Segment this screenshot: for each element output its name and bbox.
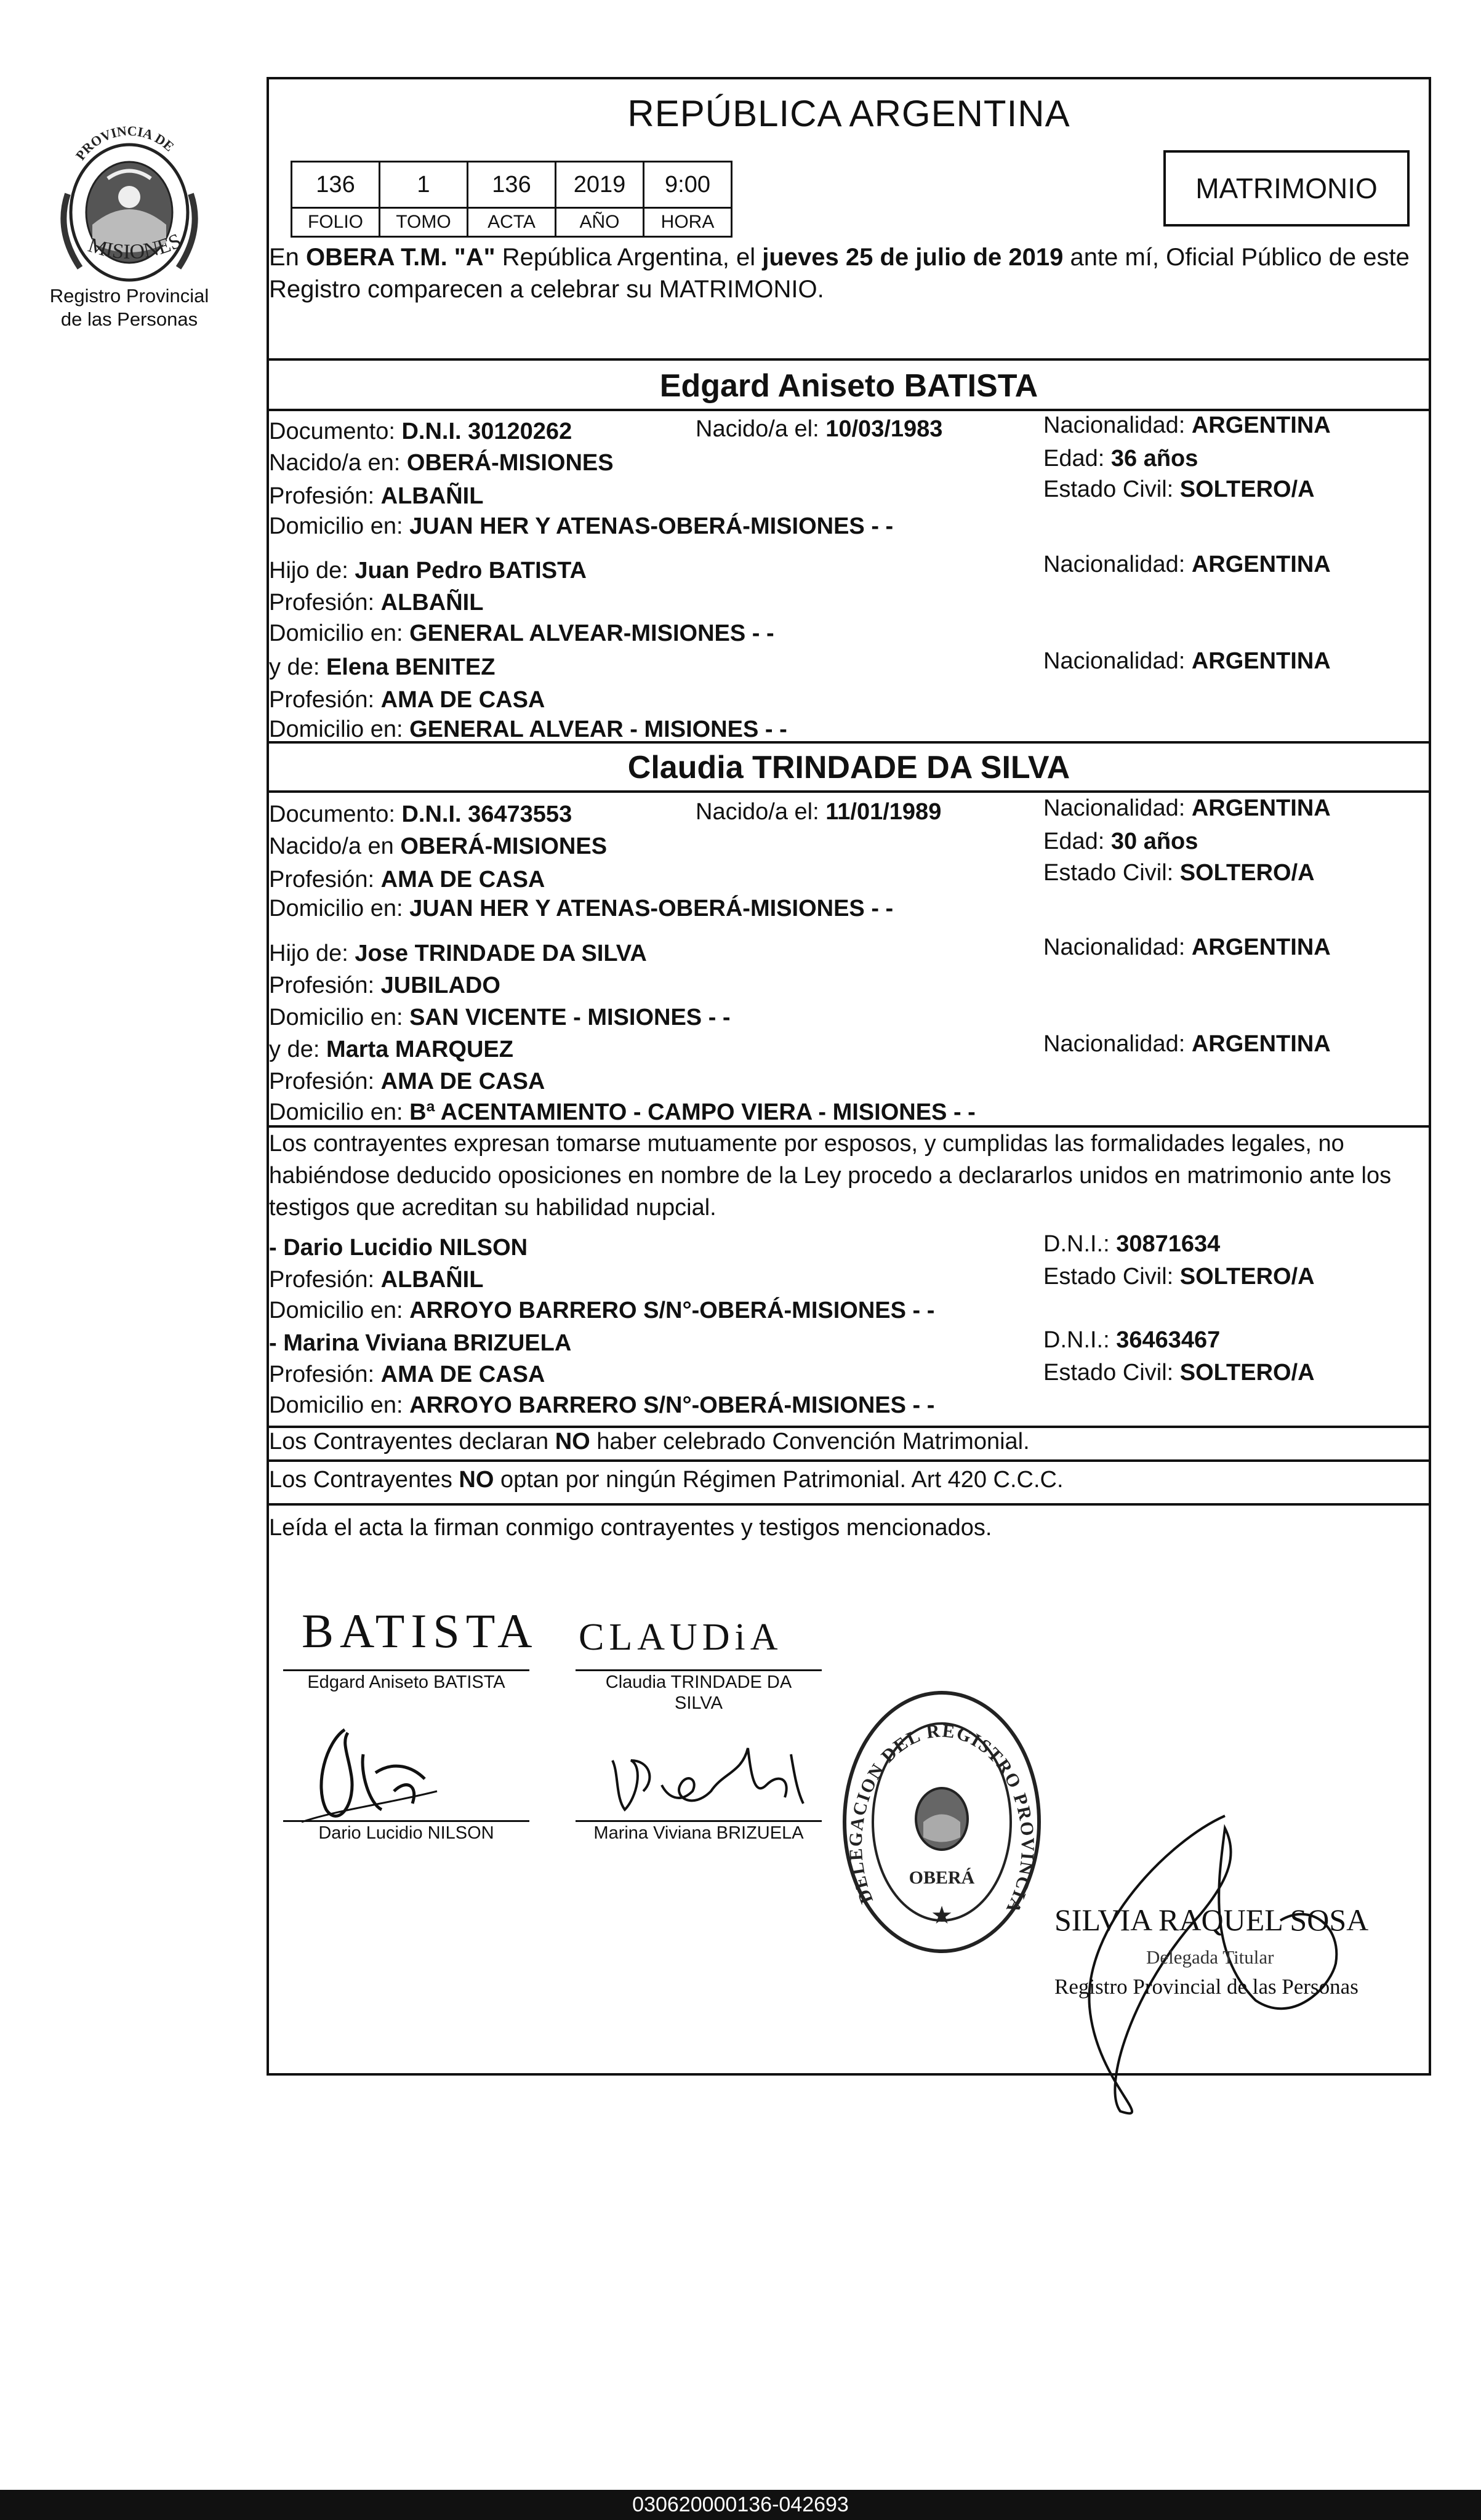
signature-line bbox=[576, 1669, 822, 1671]
witness2-profession bbox=[269, 1362, 545, 1388]
spouse2-father-address bbox=[269, 1005, 731, 1031]
divider bbox=[267, 1503, 1431, 1506]
field-value: Jose TRINDADE DA SILVA bbox=[355, 941, 647, 966]
declaration-text: Los Contrayentes declaran bbox=[269, 1429, 555, 1455]
field-value: 36463467 bbox=[1116, 1327, 1221, 1353]
declaration-convention bbox=[269, 1429, 1030, 1455]
field-label: Nacido/a en: bbox=[269, 450, 407, 476]
caption-line-1: Registro Provincial bbox=[49, 285, 209, 307]
signature-brizuela bbox=[600, 1736, 822, 1828]
field-value: Bª ACENTAMIENTO - CAMPO VIERA - MISIONES - - bbox=[409, 1099, 976, 1125]
field-value: OBERÁ-MISIONES bbox=[406, 450, 614, 476]
field-label: Estado Civil: bbox=[1043, 476, 1180, 502]
field-value: D.N.I. 30120262 bbox=[401, 419, 572, 444]
field-value: OBERÁ-MISIONES bbox=[400, 833, 608, 859]
field-label: Hijo de: bbox=[269, 558, 355, 584]
spouse2-address bbox=[269, 896, 893, 922]
field-value: ARGENTINA bbox=[1191, 795, 1331, 821]
spouse2-father bbox=[269, 941, 647, 967]
field-label: Domicilio en: bbox=[269, 1005, 410, 1030]
spouse1-father-address bbox=[269, 620, 774, 647]
field-label: Profesión: bbox=[269, 973, 381, 998]
witness2-marital-status bbox=[1043, 1360, 1315, 1386]
field-label: Profesión: bbox=[269, 867, 381, 893]
spouse2-documento bbox=[269, 801, 572, 828]
field-value: JUAN HER Y ATENAS-OBERÁ-MISIONES - - bbox=[409, 513, 894, 539]
caption-line-2: de las Personas bbox=[60, 308, 198, 330]
registry-caption bbox=[25, 284, 234, 331]
field-value: Elena BENITEZ bbox=[326, 654, 496, 680]
field-label: Nacido/a en bbox=[269, 833, 401, 859]
spouse2-name: Claudia TRINDADE DA SILVA bbox=[627, 750, 1070, 785]
field-label: Domicilio en: bbox=[269, 620, 410, 646]
spouse1-father-nationality bbox=[1043, 552, 1331, 578]
tomo-label: TOMO bbox=[380, 208, 468, 237]
seal-text-top: PROVINCIA DE bbox=[72, 122, 177, 163]
field-label: Nacido/a el: bbox=[696, 799, 826, 825]
signature-name-claudia bbox=[576, 1672, 822, 1714]
seal-text-bottom: MISIONES bbox=[85, 229, 185, 264]
closing-paragraph: Los contrayentes expresan tomarse mutuamente por esposos, y cumplidas las formalidades legales, no habiéndose deducido oposiciones en nombre de la Ley procedo a declararlos unidos en matrimonio ante los testigos que acreditan su habilidad nupcial. bbox=[269, 1131, 1392, 1221]
field-value: GENERAL ALVEAR-MISIONES - - bbox=[409, 620, 774, 646]
spouse2-profession bbox=[269, 867, 545, 893]
spouse2-father-profession bbox=[269, 973, 500, 999]
declaration-no: NO bbox=[459, 1467, 494, 1493]
field-label: D.N.I.: bbox=[1043, 1231, 1117, 1257]
field-label: Domicilio en: bbox=[269, 1298, 410, 1323]
field-value: JUAN HER Y ATENAS-OBERÁ-MISIONES - - bbox=[409, 896, 894, 921]
seal-star-icon: ★ bbox=[931, 1902, 953, 1929]
spouse1-profession bbox=[269, 483, 483, 510]
acta-label: ACTA bbox=[468, 208, 556, 237]
witness1-marital-status bbox=[1043, 1264, 1315, 1290]
field-label: y de: bbox=[269, 1037, 326, 1062]
signature-claudia: CLAUDiA bbox=[579, 1616, 783, 1658]
document-type-box: MATRIMONIO bbox=[1163, 150, 1410, 227]
field-label: Nacionalidad: bbox=[1043, 795, 1192, 821]
spouse2-mother-address bbox=[269, 1099, 976, 1126]
field-value: GENERAL ALVEAR - MISIONES - - bbox=[409, 716, 787, 742]
signature-line bbox=[576, 1820, 822, 1822]
spouse1-mother bbox=[269, 654, 495, 681]
folio-value: 136 bbox=[292, 162, 380, 208]
field-value: SAN VICENTE - MISIONES - - bbox=[409, 1005, 731, 1030]
field-value: ARGENTINA bbox=[1191, 934, 1331, 960]
spouse2-nationality bbox=[1043, 795, 1331, 822]
document-code-footer: 030620000136-042693 bbox=[0, 2490, 1481, 2520]
spouse1-mother-address bbox=[269, 716, 787, 743]
field-value: SOLTERO/A bbox=[1179, 1360, 1315, 1386]
hora-label: HORA bbox=[644, 208, 732, 237]
field-value: ARROYO BARRERO S/N°-OBERÁ-MISIONES - - bbox=[409, 1298, 935, 1323]
anio-label: AÑO bbox=[556, 208, 644, 237]
field-label: Profesión: bbox=[269, 687, 381, 713]
field-value: 36 años bbox=[1110, 446, 1198, 471]
official-organization: Registro Provincial de las Personas bbox=[1054, 1975, 1359, 1999]
field-label: Nacionalidad: bbox=[1043, 934, 1192, 960]
field-value: - Dario Lucidio NILSON bbox=[269, 1235, 528, 1261]
seal-city: OBERÁ bbox=[909, 1868, 975, 1888]
spouse2-mother-nationality bbox=[1043, 1031, 1331, 1057]
hora-value: 9:00 bbox=[644, 162, 732, 208]
declaration-regime bbox=[269, 1467, 1064, 1493]
field-value: AMA DE CASA bbox=[380, 1069, 545, 1094]
field-label: Profesión: bbox=[269, 590, 381, 616]
divider bbox=[267, 790, 1431, 793]
field-label: Documento: bbox=[269, 801, 402, 827]
reading-statement: Leída el acta la firman conmigo contrayentes y testigos mencionados. bbox=[269, 1515, 992, 1541]
field-value: ARGENTINA bbox=[1191, 1031, 1331, 1057]
field-value: - Marina Viviana BRIZUELA bbox=[269, 1330, 572, 1356]
spouse1-mother-nationality bbox=[1043, 648, 1331, 675]
signature-name-brizuela: Marina Viviana BRIZUELA bbox=[593, 1823, 804, 1843]
field-label: Edad: bbox=[1043, 829, 1111, 854]
spouse1-age bbox=[1043, 446, 1198, 472]
spouse2-mother-profession bbox=[269, 1069, 545, 1095]
field-label: Profesión: bbox=[269, 1069, 381, 1094]
field-value: ARGENTINA bbox=[1191, 648, 1331, 674]
field-label: Estado Civil: bbox=[1043, 1264, 1180, 1290]
signature-line bbox=[283, 1820, 529, 1822]
field-label: Domicilio en: bbox=[269, 1099, 410, 1125]
spouse2-birthdate bbox=[696, 799, 941, 825]
witness1-address bbox=[269, 1298, 934, 1324]
divider bbox=[267, 358, 1431, 361]
spouse2-age bbox=[1043, 829, 1198, 855]
field-value: Juan Pedro BATISTA bbox=[355, 558, 587, 584]
page-title: REPÚBLICA ARGENTINA bbox=[627, 93, 1070, 134]
name-line: SILVA bbox=[675, 1693, 723, 1713]
intro-text: República Argentina, el bbox=[495, 244, 763, 271]
field-value: 30871634 bbox=[1116, 1231, 1221, 1257]
spouse1-birthplace bbox=[269, 450, 614, 476]
spouse1-name: Edgard Aniseto BATISTA bbox=[659, 368, 1038, 404]
field-value: ALBAÑIL bbox=[380, 1267, 484, 1293]
field-label: y de: bbox=[269, 654, 326, 680]
divider bbox=[267, 741, 1431, 744]
signature-name-batista: Edgard Aniseto BATISTA bbox=[307, 1672, 505, 1692]
tomo-value: 1 bbox=[380, 162, 468, 208]
field-value: ARGENTINA bbox=[1191, 552, 1331, 577]
field-label: Nacionalidad: bbox=[1043, 412, 1192, 438]
declaration-no: NO bbox=[555, 1429, 590, 1455]
signature-batista: BATISTA bbox=[302, 1604, 539, 1658]
field-value: SOLTERO/A bbox=[1179, 860, 1315, 886]
folio-label: FOLIO bbox=[292, 208, 380, 237]
field-label: Estado Civil: bbox=[1043, 1360, 1180, 1386]
acta-value: 136 bbox=[468, 162, 556, 208]
spouse1-marital-status bbox=[1043, 476, 1315, 503]
field-value: SOLTERO/A bbox=[1179, 1264, 1315, 1290]
field-label: Domicilio en: bbox=[269, 1392, 410, 1418]
declaration-text: haber celebrado Convención Matrimonial. bbox=[590, 1429, 1030, 1455]
registry-table bbox=[291, 161, 732, 238]
declaration-text: Los Contrayentes bbox=[269, 1467, 459, 1493]
field-label: Profesión: bbox=[269, 1267, 381, 1293]
signature-name-nilson: Dario Lucidio NILSON bbox=[318, 1823, 494, 1843]
field-label: D.N.I.: bbox=[1043, 1327, 1117, 1353]
field-value: Marta MARQUEZ bbox=[326, 1037, 513, 1062]
field-label: Profesión: bbox=[269, 483, 381, 509]
field-label: Edad: bbox=[1043, 446, 1111, 471]
divider bbox=[267, 409, 1431, 411]
anio-value: 2019 bbox=[556, 162, 644, 208]
divider bbox=[267, 1426, 1431, 1428]
signature-nilson bbox=[289, 1717, 449, 1834]
witness2-address bbox=[269, 1392, 934, 1419]
divider bbox=[267, 1459, 1431, 1462]
spouse1-father-profession bbox=[269, 590, 483, 616]
field-label: Nacionalidad: bbox=[1043, 1031, 1192, 1057]
name-line: Claudia TRINDADE DA bbox=[605, 1672, 792, 1692]
field-value: SOLTERO/A bbox=[1179, 476, 1315, 502]
field-label: Nacionalidad: bbox=[1043, 648, 1192, 674]
field-label: Domicilio en: bbox=[269, 896, 410, 921]
field-value: AMA DE CASA bbox=[380, 867, 545, 893]
witness1-name bbox=[269, 1235, 528, 1261]
witness1-profession bbox=[269, 1267, 483, 1293]
witness2-name bbox=[269, 1330, 571, 1357]
spouse2-marital-status bbox=[1043, 860, 1315, 886]
field-value: ALBAÑIL bbox=[380, 590, 484, 616]
field-value: ARGENTINA bbox=[1191, 412, 1331, 438]
spouse1-nationality bbox=[1043, 412, 1331, 439]
witness1-dni bbox=[1043, 1231, 1220, 1258]
official-title: Delegada Titular bbox=[1146, 1946, 1274, 1968]
intro-text: En bbox=[269, 244, 307, 271]
field-value: 30 años bbox=[1110, 829, 1198, 854]
field-label: Domicilio en: bbox=[269, 513, 410, 539]
delegation-seal-stamp bbox=[840, 1687, 1043, 1957]
field-label: Documento: bbox=[269, 419, 402, 444]
intro-date: jueves 25 de julio de 2019 bbox=[762, 244, 1064, 271]
spouse1-birthdate bbox=[696, 416, 942, 443]
field-value: 11/01/1989 bbox=[825, 799, 942, 825]
field-label: Estado Civil: bbox=[1043, 860, 1180, 886]
intro-paragraph bbox=[269, 241, 1426, 305]
spouse1-documento bbox=[269, 419, 572, 445]
field-label: Nacionalidad: bbox=[1043, 552, 1192, 577]
official-name: SILVIA RAQUEL SOSA bbox=[1054, 1903, 1369, 1937]
field-value: AMA DE CASA bbox=[380, 1362, 545, 1387]
spouse2-mother bbox=[269, 1037, 513, 1063]
field-value: 10/03/1983 bbox=[825, 416, 943, 442]
spouse1-mother-profession bbox=[269, 687, 545, 713]
spouse1-address bbox=[269, 513, 893, 540]
misiones-coat-of-arms bbox=[43, 120, 215, 305]
field-value: ARROYO BARRERO S/N°-OBERÁ-MISIONES - - bbox=[409, 1392, 935, 1418]
spouse1-father bbox=[269, 558, 587, 584]
field-label: Profesión: bbox=[269, 1362, 381, 1387]
intro-place: OBERA T.M. "A" bbox=[306, 244, 496, 271]
field-value: JUBILADO bbox=[380, 973, 500, 998]
spouse2-father-nationality bbox=[1043, 934, 1331, 961]
field-label: Domicilio en: bbox=[269, 716, 410, 742]
spouse2-birthplace bbox=[269, 833, 607, 860]
declaration-text: optan por ningún Régimen Patrimonial. Art 420 C.C.C. bbox=[494, 1467, 1064, 1493]
field-value: AMA DE CASA bbox=[380, 687, 545, 713]
seal-ring-text: DELEGACION DEL REGISTRO PROVINCIA bbox=[845, 1720, 1038, 1917]
field-value: D.N.I. 36473553 bbox=[401, 801, 572, 827]
intro-text: ante mí, Oficial Público de este Registro comparecen a celebrar su MATRIMONIO. bbox=[269, 244, 1410, 303]
signature-line bbox=[283, 1669, 529, 1671]
witness2-dni bbox=[1043, 1327, 1220, 1354]
field-value: ALBAÑIL bbox=[380, 483, 484, 509]
field-label: Hijo de: bbox=[269, 941, 355, 966]
field-label: Nacido/a el: bbox=[696, 416, 826, 442]
